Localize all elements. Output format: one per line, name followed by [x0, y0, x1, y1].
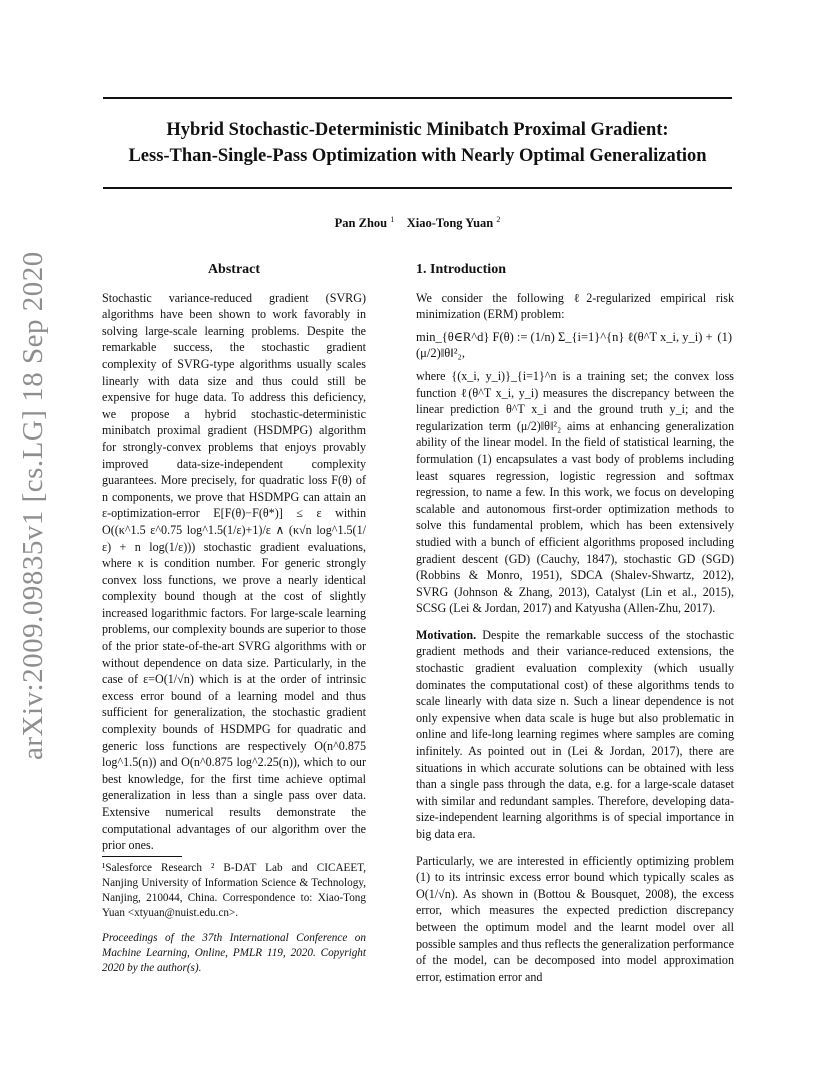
abstract-text: Stochastic variance-reduced gradient (SVRG) algorithms have been shown to work favorably in solving large-scale learning problems. Despite the remarkable success, the stochastic gradient complexity of SVRG-type algorithms usually scales linearly with data size and thus could still be expensive for huge data. To address this deficiency, we propose a hybrid stochastic-deterministic minibatch proximal gradient (HSDMPG) algorithm for strongly-convex problems that enjoys provably improved data-size-independent complexity guarantees. More precisely, for quadratic loss F(θ) of n components, we prove that HSDMPG can attain an ε-optimization-error E[F(θ)−F(θ*)] ≤ ε within O((κ^1.5 ε^0.75 log^1.5(1/ε)+1)/ε ∧ (κ√n log^1.5(1/ε) + n log(1/ε))) stochastic gradient evaluations, where κ is condition number. For generic strongly convex loss functions, we prove a nearly identical complexity bound though at the cost of slightly increased logarithmic factors. For large-scale learning problems, our complexity bounds are superior to those of the prior state-of-the-art SVRG algorithms with or without dependence on data size. Particularly, in the case of ε=O(1/√n) which is at the order of intrinsic excess error bound of a learning model and thus sufficient for generalization, the stochastic gradient complexity bounds of HSDMPG for quadratic and generic loss functions are respectively O(n^0.875 log^1.5(n)) and O(n^0.875 log^2.25(n)), which to our best knowledge, for the first time achieve optimal generalization in less than a single pass over data. Extensive numerical results demonstrate the computational advantages of our algorithm over the prior ones.	[102, 290, 366, 853]
title-line-1: Hybrid Stochastic-Deterministic Minibatch Proximal Gradient:	[166, 120, 669, 140]
affiliation-mark: 1	[390, 215, 395, 224]
footnote-rule	[102, 856, 182, 857]
author-list	[103, 215, 732, 231]
introduction-heading: 1. Introduction	[416, 262, 506, 277]
intro-paragraph: We consider the following ℓ2-regularized empirical risk minimization (ERM) problem:	[416, 290, 734, 322]
equation-body: min_{θ∈R^d} F(θ) := (1/n) Σ_{i=1}^{n} ℓ(θ^T x_i, y_i) + (μ/2)‖θ‖²₂,	[416, 329, 713, 361]
affiliation-footnote: ¹Salesforce Research ² B-DAT Lab and CICAEET, Nanjing University of Information Science & Technology, Nanjing, 210044, China. Correspondence to: Xiao-Tong Yuan <xtyuan@nuist.edu.cn>.	[102, 862, 366, 919]
intro-paragraph: Particularly, we are interested in efficiently optimizing problem (1) to its intrinsic excess error bound which typically scales as O(1/√n). As shown in (Bottou & Bousquet, 2008), the excess error, which measures the expected prediction discrepancy between the optimum model and the learnt model over all possible samples and thus reflects the generalization performance of the model, can be decomposed into model approximation error, estimation error and	[416, 853, 734, 984]
abstract-heading: Abstract	[207, 262, 261, 277]
title-top-rule	[103, 97, 732, 99]
intro-paragraph: where {(x_i, y_i)}_{i=1}^n is a training set; the convex loss function ℓ(θ^T x_i, y_i) measures the discrepancy between the linear prediction θ^T x_i and the ground truth y_i; and the regularization term (μ/2)‖θ‖²₂ aims at enhancing generalization ability of the linear model. In the field of statistical learning, the formulation (1) encapsulates a vast body of problems including least squares regression, logistic regression and softmax regression, to name a few. In this work, we focus on developing scalable and autonomous first-order optimization methods to solve this fundamental problem, which has been extensively studied with a bunch of efficient algorithms proposed including gradient descent (GD) (Cauchy, 1847), stochastic GD (SGD) (Robbins & Monro, 1951), SDCA (Shalev-Shwartz, 2012), SVRG (Johnson & Zhang, 2013), Catalyst (Lin et al., 2015), SCSG (Lei & Jordan, 2017) and Katyusha (Allen-Zhu, 2017).	[416, 368, 734, 616]
paper-title	[103, 117, 732, 169]
title-bottom-rule	[103, 187, 732, 189]
author-name: Xiao-Tong Yuan	[406, 216, 494, 231]
equation-1	[416, 329, 734, 362]
equation-number: (1)	[717, 329, 732, 344]
motivation-paragraph	[416, 627, 734, 843]
affiliation-mark: 2	[496, 215, 501, 224]
title-line-2: Less-Than-Single-Pass Optimization with Nearly Optimal Generalization	[128, 146, 707, 166]
arxiv-identifier: arXiv:2009.09835v1 [cs.LG] 18 Sep 2020	[17, 251, 49, 760]
left-column	[102, 262, 366, 854]
author-name: Pan Zhou	[334, 216, 388, 231]
proceedings-note: Proceedings of the 37th International Conference on Machine Learning, Online, PMLR 119, 2020. Copyright 2020 by the author(s).	[102, 932, 366, 974]
motivation-lead: Motivation.	[416, 627, 477, 642]
motivation-text: Despite the remarkable success of the stochastic gradient methods and their variance-reduced extensions, the stochastic gradient evaluation complexity (which usually dominates the computational cost) of these algorithms tends to scale linearly with data size n. Such a linear dependence is not only expensive when data scale is huge but also problematic in online and life-long learning regimes where samples are coming infinitely. As pointed out in (Lei & Jordan, 2017), there are situations in which accurate solutions can be obtained with less than a single pass through the data, e.g. for a large-scale dataset with similar and redundant samples. Therefore, developing data-size-independent learning algorithms is of special importance in big data era.	[416, 627, 734, 841]
right-column	[416, 262, 734, 985]
